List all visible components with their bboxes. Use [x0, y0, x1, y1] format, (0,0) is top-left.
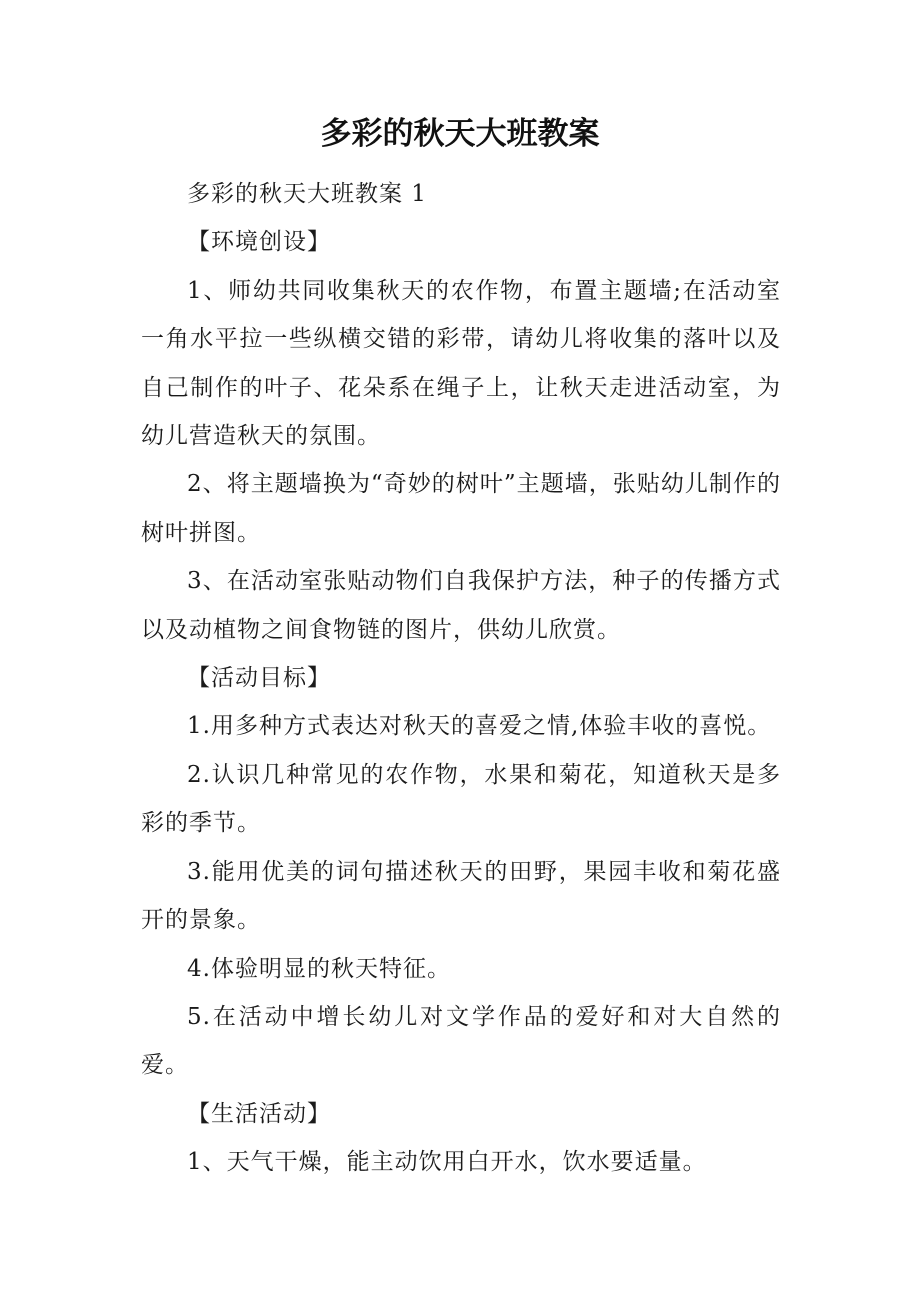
section-heading-daily-life: 【生活活动】	[187, 1100, 331, 1127]
paragraph: 4.体验明显的秋天特征。	[187, 955, 451, 982]
section-heading-environment: 【环境创设】	[187, 229, 331, 256]
paragraph: 1、师幼共同收集秋天的农作物，布置主题墙;在活动室一角水平拉一些纵横交错的彩带，请幼儿将收集的落叶以及自己制作的叶子、花朵系在绳子上，让秋天走进活动室，为幼儿营造秋天的氛围。	[141, 277, 781, 450]
paragraph: 2、将主题墙换为“奇妙的树叶”主题墙，张贴幼儿制作的树叶拼图。	[141, 471, 781, 546]
document-title: 多彩的秋天大班教案	[320, 116, 600, 152]
paragraph: 3.能用优美的词句描述秋天的田野，果园丰收和菊花盛开的景象。	[141, 858, 781, 934]
paragraph: 2.认识几种常见的农作物，水果和菊花，知道秋天是多彩的季节。	[141, 761, 781, 837]
paragraph: 5.在活动中增长幼儿对文学作品的爱好和对大自然的爱。	[141, 1003, 781, 1079]
paragraph: 1.用多种方式表达对秋天的喜爱之情,体验丰收的喜悦。	[187, 713, 772, 740]
paragraph: 3、在活动室张贴动物们自我保护方法，种子的传播方式以及动植物之间食物链的图片，供幼儿欣赏。	[141, 568, 781, 643]
paragraph: 1、天气干燥，能主动饮用白开水，饮水要适量。	[187, 1149, 707, 1176]
subtitle-paragraph: 多彩的秋天大班教案 1	[187, 181, 427, 207]
document-body	[141, 170, 781, 1187]
section-heading-goals: 【活动目标】	[187, 665, 331, 692]
